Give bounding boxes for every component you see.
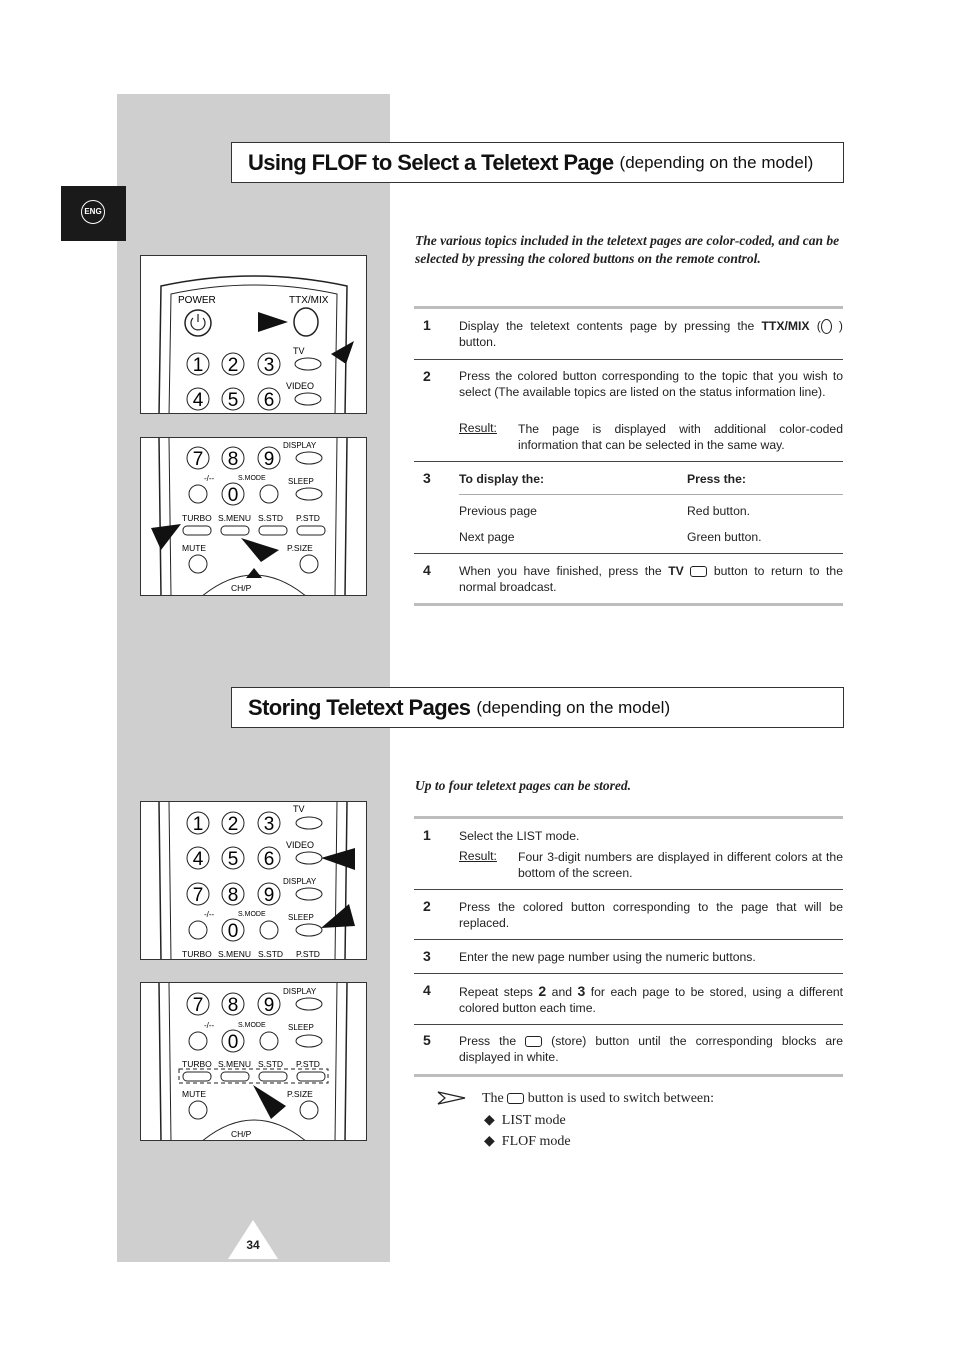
svg-text:9: 9	[263, 885, 275, 906]
svg-text:P.STD: P.STD	[296, 1059, 320, 1069]
step-text: Select the LIST mode.	[459, 829, 580, 843]
table-cell: Green button.	[687, 530, 762, 544]
divider	[414, 1024, 843, 1025]
svg-text:S.MODE: S.MODE	[238, 475, 266, 482]
svg-text:P.STD: P.STD	[296, 513, 320, 523]
svg-text:9: 9	[263, 995, 275, 1016]
table-cell: Next page	[459, 530, 515, 544]
step-text: When you have finished, press the TV button to return to the normal broadcast.	[459, 564, 843, 594]
divider	[414, 553, 843, 554]
svg-text:9: 9	[263, 449, 275, 470]
note-list-item: ◆ LIST mode	[484, 1113, 566, 1128]
step-text: Press the colored button corresponding to the topic that you wish to select (The available topics are listed on the status information line).	[459, 369, 843, 399]
svg-text:TURBO: TURBO	[182, 949, 212, 959]
section1-intro: The various topics included in the teletext pages are color-coded, and can be selected by pressing the colored buttons on the remote control.	[415, 233, 840, 266]
step-number: 2	[423, 368, 431, 384]
svg-text:DISPLAY: DISPLAY	[283, 987, 317, 996]
divider	[414, 306, 843, 309]
svg-text:-/--: -/--	[204, 474, 215, 483]
step-text: Enter the new page number using the numeric buttons.	[459, 950, 756, 964]
svg-text:-/--: -/--	[204, 910, 215, 919]
svg-text:7: 7	[192, 885, 204, 906]
svg-text:2: 2	[227, 814, 239, 835]
tv-inline-icon	[690, 566, 707, 577]
step-text: Press the (store) button until the corresponding blocks are displayed in white.	[459, 1034, 843, 1064]
svg-text:MUTE: MUTE	[182, 1089, 207, 1099]
ttx-inline-icon	[821, 319, 832, 334]
page-number: 34	[246, 1238, 260, 1252]
power-label: POWER	[178, 295, 216, 306]
section1-title: Using FLOF to Select a Teletext Page	[248, 149, 614, 175]
svg-text:DISPLAY: DISPLAY	[283, 441, 317, 450]
svg-text:S.STD: S.STD	[258, 1059, 284, 1069]
pointer-arrow-icon	[331, 341, 354, 364]
step-number: 4	[423, 982, 431, 998]
svg-text:DISPLAY: DISPLAY	[283, 877, 317, 886]
svg-text:P.STD: P.STD	[296, 949, 320, 959]
language-badge: ENG	[81, 200, 105, 224]
divider	[414, 939, 843, 940]
svg-text:TV: TV	[293, 346, 305, 356]
step-number: 2	[423, 898, 431, 914]
remote-illustration-store	[140, 982, 367, 1141]
svg-text:SLEEP: SLEEP	[288, 477, 314, 486]
note-text: The button is used to switch between:	[482, 1091, 715, 1106]
section2-title: Storing Teletext Pages	[248, 694, 471, 720]
step-number: 4	[423, 562, 431, 578]
svg-text:0: 0	[227, 1032, 239, 1053]
svg-text:1: 1	[192, 355, 204, 376]
svg-text:8: 8	[227, 449, 239, 470]
svg-text:SLEEP: SLEEP	[288, 1023, 314, 1032]
svg-text:P.SIZE: P.SIZE	[287, 543, 313, 553]
pointer-arrow-icon	[258, 312, 288, 332]
ttx-label: TTX/MIX	[289, 295, 329, 306]
list-inline-icon	[507, 1093, 524, 1104]
pointer-arrow-icon	[151, 524, 181, 550]
remote-illustration-numbers	[140, 801, 367, 960]
svg-text:CH/P: CH/P	[231, 1129, 252, 1139]
divider	[459, 494, 843, 495]
step-number: 3	[423, 470, 431, 486]
svg-text:S.MODE: S.MODE	[238, 911, 266, 918]
pointer-arrow-icon	[253, 1085, 286, 1119]
svg-text:7: 7	[192, 449, 204, 470]
step-text: Repeat steps 2 and 3 for each page to be stored, using a different colored button each time.	[459, 983, 844, 1015]
note-list-item: ◆ FLOF mode	[484, 1134, 571, 1149]
svg-text:0: 0	[227, 921, 239, 942]
svg-text:8: 8	[227, 885, 239, 906]
section1-heading	[231, 142, 844, 183]
table-cell: Red button.	[687, 504, 751, 518]
svg-text:TURBO: TURBO	[182, 513, 212, 523]
svg-text:2: 2	[227, 355, 239, 376]
svg-text:5: 5	[227, 849, 239, 870]
svg-text:3: 3	[263, 355, 275, 376]
svg-text:6: 6	[263, 849, 275, 870]
step-text: Press the colored button corresponding to the page that will be replaced.	[459, 900, 843, 930]
svg-text:S.MENU: S.MENU	[218, 949, 252, 959]
svg-text:S.MODE: S.MODE	[238, 1022, 266, 1029]
section2-heading	[231, 687, 844, 728]
note-arrow-icon	[437, 1090, 467, 1106]
svg-text:8: 8	[227, 995, 239, 1016]
store-inline-icon	[525, 1036, 542, 1047]
svg-text:VIDEO: VIDEO	[286, 840, 315, 850]
divider	[414, 1074, 843, 1077]
result-text: The page is displayed with additional color-coded information that can be selected in the same way.	[518, 422, 843, 452]
pointer-arrow-icon	[321, 904, 355, 928]
result-label: Result:	[459, 849, 497, 863]
svg-text:5: 5	[227, 390, 239, 411]
svg-text:7: 7	[192, 995, 204, 1016]
svg-text:4: 4	[192, 390, 204, 411]
step-text: Display the teletext contents page by pressing the TTX/MIX ( ) button.	[459, 319, 843, 350]
power-button	[185, 310, 211, 336]
section1-subtitle: (depending on the model)	[619, 152, 814, 172]
svg-text:0: 0	[227, 485, 239, 506]
divider	[414, 889, 843, 890]
section2-intro: Up to four teletext pages can be stored.	[415, 778, 631, 793]
result-text: Four 3-digit numbers are displayed in different colors at the bottom of the screen.	[518, 850, 843, 880]
table-header: To display the:	[459, 472, 545, 486]
pointer-arrow-icon	[321, 848, 355, 870]
result-label: Result:	[459, 421, 497, 435]
svg-text:VIDEO: VIDEO	[286, 381, 315, 391]
svg-text:SLEEP: SLEEP	[288, 913, 314, 922]
divider	[414, 816, 843, 819]
svg-text:S.MENU: S.MENU	[218, 1059, 252, 1069]
ttx-button	[294, 308, 318, 336]
svg-text:6: 6	[263, 390, 275, 411]
svg-text:3: 3	[263, 814, 275, 835]
divider	[414, 359, 843, 360]
divider	[414, 603, 843, 606]
step-number: 1	[423, 317, 431, 333]
divider	[414, 461, 843, 462]
svg-text:P.SIZE: P.SIZE	[287, 1089, 313, 1099]
svg-text:-/--: -/--	[204, 1021, 215, 1030]
divider	[414, 973, 843, 974]
svg-text:MUTE: MUTE	[182, 543, 207, 553]
table-header: Press the:	[687, 472, 746, 486]
pointer-arrow-icon	[241, 538, 279, 562]
svg-text:S.STD: S.STD	[258, 513, 284, 523]
table-cell: Previous page	[459, 504, 537, 518]
step-number: 5	[423, 1032, 431, 1048]
svg-text:S.MENU: S.MENU	[218, 513, 252, 523]
step-number: 3	[423, 948, 431, 964]
svg-text:4: 4	[192, 849, 204, 870]
remote-illustration-colors	[140, 437, 367, 596]
section2-subtitle: (depending on the model)	[476, 697, 671, 717]
svg-text:S.STD: S.STD	[258, 949, 284, 959]
svg-text:TV: TV	[293, 804, 305, 814]
step-number: 1	[423, 827, 431, 843]
remote-illustration-power	[140, 255, 367, 414]
svg-text:CH/P: CH/P	[231, 583, 252, 593]
svg-text:TURBO: TURBO	[182, 1059, 212, 1069]
svg-text:1: 1	[192, 814, 204, 835]
